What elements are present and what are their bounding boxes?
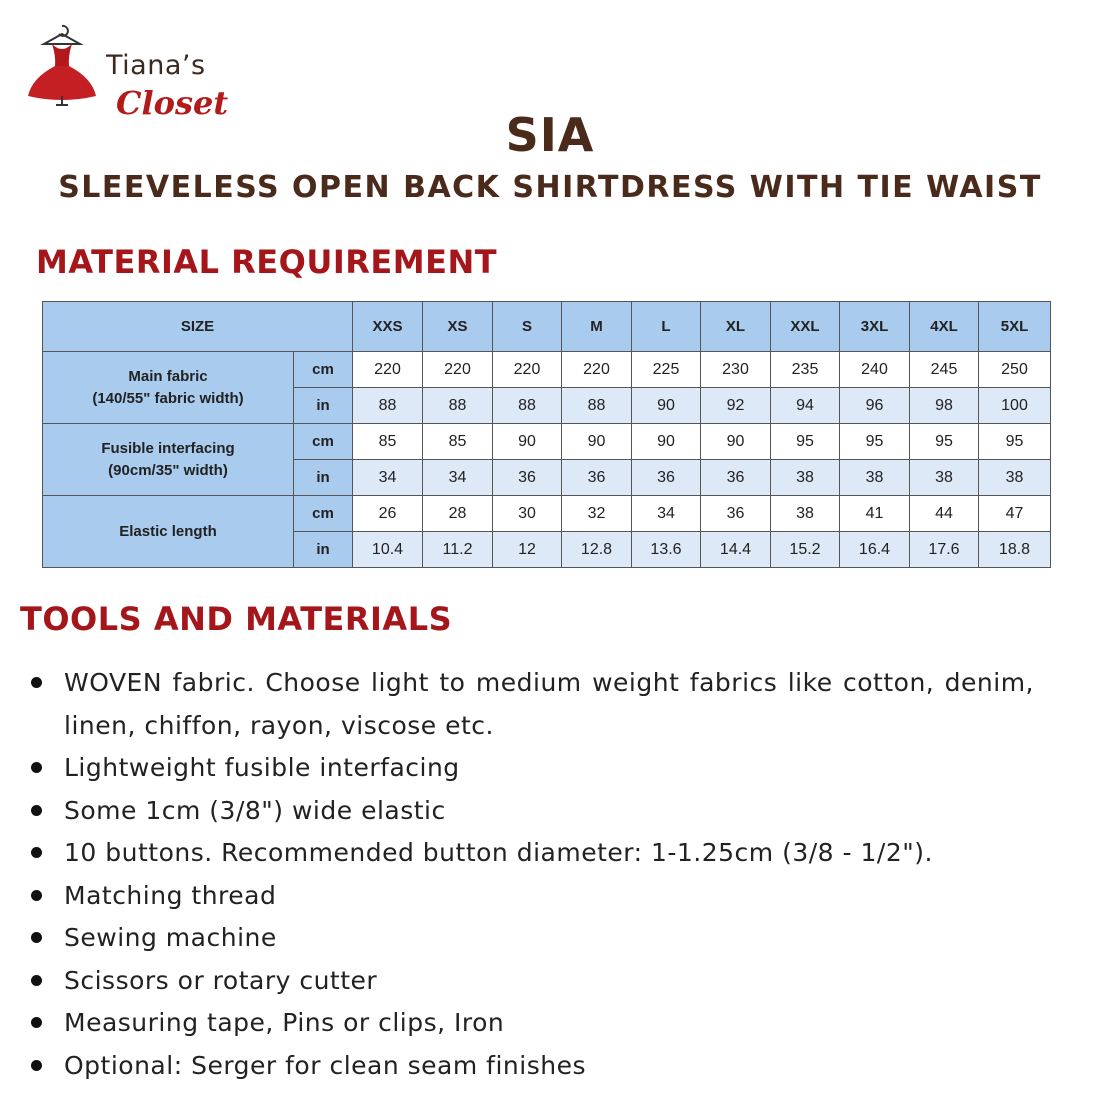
- material-value-cell: 38: [979, 460, 1051, 496]
- bullet-icon: [31, 1060, 42, 1071]
- material-value-cell: 235: [771, 352, 840, 388]
- tools-item-text: Lightweight fusible interfacing: [64, 753, 460, 782]
- tools-item-text: Scissors or rotary cutter: [64, 965, 378, 995]
- material-value-cell: 220: [493, 352, 562, 388]
- tools-list-item: [28, 832, 1034, 875]
- material-value-cell: 18.8: [979, 532, 1051, 568]
- material-value-cell: 100: [979, 388, 1051, 424]
- bullet-icon: [31, 847, 42, 858]
- material-value-cell: 95: [840, 424, 910, 460]
- tools-list-item: [28, 960, 1034, 1003]
- material-value-cell: 15.2: [771, 532, 840, 568]
- size-header: 3XL: [840, 302, 910, 352]
- material-value-cell: 95: [910, 424, 979, 460]
- unit-label: in: [294, 532, 353, 568]
- pattern-title: SIA: [505, 108, 595, 162]
- brand-name-line1: Tiana’s: [106, 50, 206, 81]
- material-value-cell: 245: [910, 352, 979, 388]
- size-header: M: [562, 302, 632, 352]
- material-value-cell: 34: [353, 460, 423, 496]
- material-name: Fusible interfacing: [101, 439, 235, 457]
- unit-label: cm: [294, 424, 353, 460]
- brand-logo: [22, 22, 229, 122]
- pattern-subtitle: SLEEVELESS OPEN BACK SHIRTDRESS WITH TIE WAIST: [58, 170, 1042, 205]
- material-value-cell: 220: [423, 352, 493, 388]
- material-value-cell: 16.4: [840, 532, 910, 568]
- material-value-cell: 88: [562, 388, 632, 424]
- material-value-cell: 240: [840, 352, 910, 388]
- material-row-label: [43, 352, 294, 424]
- material-value-cell: 38: [910, 460, 979, 496]
- material-value-cell: 34: [423, 460, 493, 496]
- bullet-icon: [31, 932, 42, 943]
- material-value-cell: 12: [493, 532, 562, 568]
- material-value-cell: 17.6: [910, 532, 979, 568]
- size-header: XXS: [353, 302, 423, 352]
- tools-list-item: [28, 790, 1034, 833]
- material-value-cell: 10.4: [353, 532, 423, 568]
- tools-item-text: WOVEN fabric. Choose light to medium weight fabrics like cotton, denim, linen, chiffon, rayon, viscose etc.: [64, 668, 1034, 740]
- material-value-cell: 90: [562, 424, 632, 460]
- tools-list-item: [28, 747, 1034, 790]
- brand-name-line2: Closet: [116, 84, 229, 122]
- material-width-note: (90cm/35" width): [108, 461, 228, 479]
- unit-label: in: [294, 388, 353, 424]
- material-value-cell: 41: [840, 496, 910, 532]
- size-header-label: SIZE: [43, 302, 353, 352]
- tools-item-text: 10 buttons. Recommended button diameter: 1-1.25cm (3/8 - 1/2").: [64, 838, 933, 867]
- size-header: XXL: [771, 302, 840, 352]
- material-value-cell: 38: [771, 496, 840, 532]
- material-value-cell: 88: [423, 388, 493, 424]
- material-value-cell: 90: [632, 424, 701, 460]
- material-row-label: [43, 496, 294, 568]
- bullet-icon: [31, 762, 42, 773]
- material-value-cell: 36: [701, 460, 771, 496]
- material-value-cell: 26: [353, 496, 423, 532]
- unit-label: cm: [294, 496, 353, 532]
- bullet-icon: [31, 677, 42, 688]
- material-value-cell: 98: [910, 388, 979, 424]
- material-name: Main fabric: [128, 367, 208, 385]
- unit-label: cm: [294, 352, 353, 388]
- material-value-cell: 90: [632, 388, 701, 424]
- size-header: S: [493, 302, 562, 352]
- bullet-icon: [31, 805, 42, 816]
- material-value-cell: 28: [423, 496, 493, 532]
- material-row-cm: [43, 352, 1051, 388]
- size-header: XS: [423, 302, 493, 352]
- tools-list-item: [28, 662, 1034, 747]
- material-value-cell: 36: [701, 496, 771, 532]
- size-header-row: [43, 302, 1051, 352]
- red-dress-on-hanger-icon: [22, 22, 102, 107]
- material-row-cm: [43, 424, 1051, 460]
- size-header: XL: [701, 302, 771, 352]
- size-header: L: [632, 302, 701, 352]
- material-value-cell: 90: [493, 424, 562, 460]
- material-value-cell: 250: [979, 352, 1051, 388]
- material-width-note: (140/55" fabric width): [92, 389, 244, 407]
- tools-item-text: Optional: Serger for clean seam finishes: [64, 1050, 586, 1080]
- bullet-icon: [31, 975, 42, 986]
- tools-list-item: [28, 875, 1034, 918]
- material-value-cell: 90: [701, 424, 771, 460]
- material-value-cell: 44: [910, 496, 979, 532]
- unit-label: in: [294, 460, 353, 496]
- material-row-cm: [43, 496, 1051, 532]
- tools-item-text: Measuring tape, Pins or clips, Iron: [64, 1008, 505, 1037]
- material-value-cell: 92: [701, 388, 771, 424]
- material-value-cell: 220: [353, 352, 423, 388]
- material-row-label: [43, 424, 294, 496]
- material-value-cell: 38: [771, 460, 840, 496]
- tools-item-text: Some 1cm (3/8") wide elastic: [64, 795, 446, 825]
- bullet-icon: [31, 890, 42, 901]
- material-value-cell: 36: [562, 460, 632, 496]
- material-value-cell: 11.2: [423, 532, 493, 568]
- material-value-cell: 88: [353, 388, 423, 424]
- material-value-cell: 47: [979, 496, 1051, 532]
- tools-list-item: [28, 1002, 1034, 1045]
- tools-and-materials-heading: TOOLS AND MATERIALS: [20, 600, 453, 638]
- material-value-cell: 32: [562, 496, 632, 532]
- material-value-cell: 12.8: [562, 532, 632, 568]
- material-value-cell: 36: [493, 460, 562, 496]
- material-value-cell: 85: [423, 424, 493, 460]
- material-value-cell: 225: [632, 352, 701, 388]
- material-value-cell: 14.4: [701, 532, 771, 568]
- material-value-cell: 38: [840, 460, 910, 496]
- material-requirement-heading: MATERIAL REQUIREMENT: [36, 243, 498, 281]
- tools-list: [28, 662, 1034, 1087]
- material-value-cell: 85: [353, 424, 423, 460]
- tools-list-item: [28, 1045, 1034, 1088]
- material-value-cell: 230: [701, 352, 771, 388]
- tools-item-text: Sewing machine: [64, 923, 277, 952]
- material-value-cell: 95: [771, 424, 840, 460]
- material-requirement-table: [42, 301, 1051, 568]
- size-header: 5XL: [979, 302, 1051, 352]
- material-value-cell: 36: [632, 460, 701, 496]
- material-value-cell: 30: [493, 496, 562, 532]
- material-name: Elastic length: [119, 522, 217, 540]
- tools-item-text: Matching thread: [64, 880, 277, 910]
- material-value-cell: 220: [562, 352, 632, 388]
- material-value-cell: 13.6: [632, 532, 701, 568]
- material-value-cell: 96: [840, 388, 910, 424]
- tools-list-item: [28, 917, 1034, 960]
- material-value-cell: 34: [632, 496, 701, 532]
- bullet-icon: [31, 1017, 42, 1028]
- size-header: 4XL: [910, 302, 979, 352]
- material-value-cell: 94: [771, 388, 840, 424]
- material-value-cell: 95: [979, 424, 1051, 460]
- material-value-cell: 88: [493, 388, 562, 424]
